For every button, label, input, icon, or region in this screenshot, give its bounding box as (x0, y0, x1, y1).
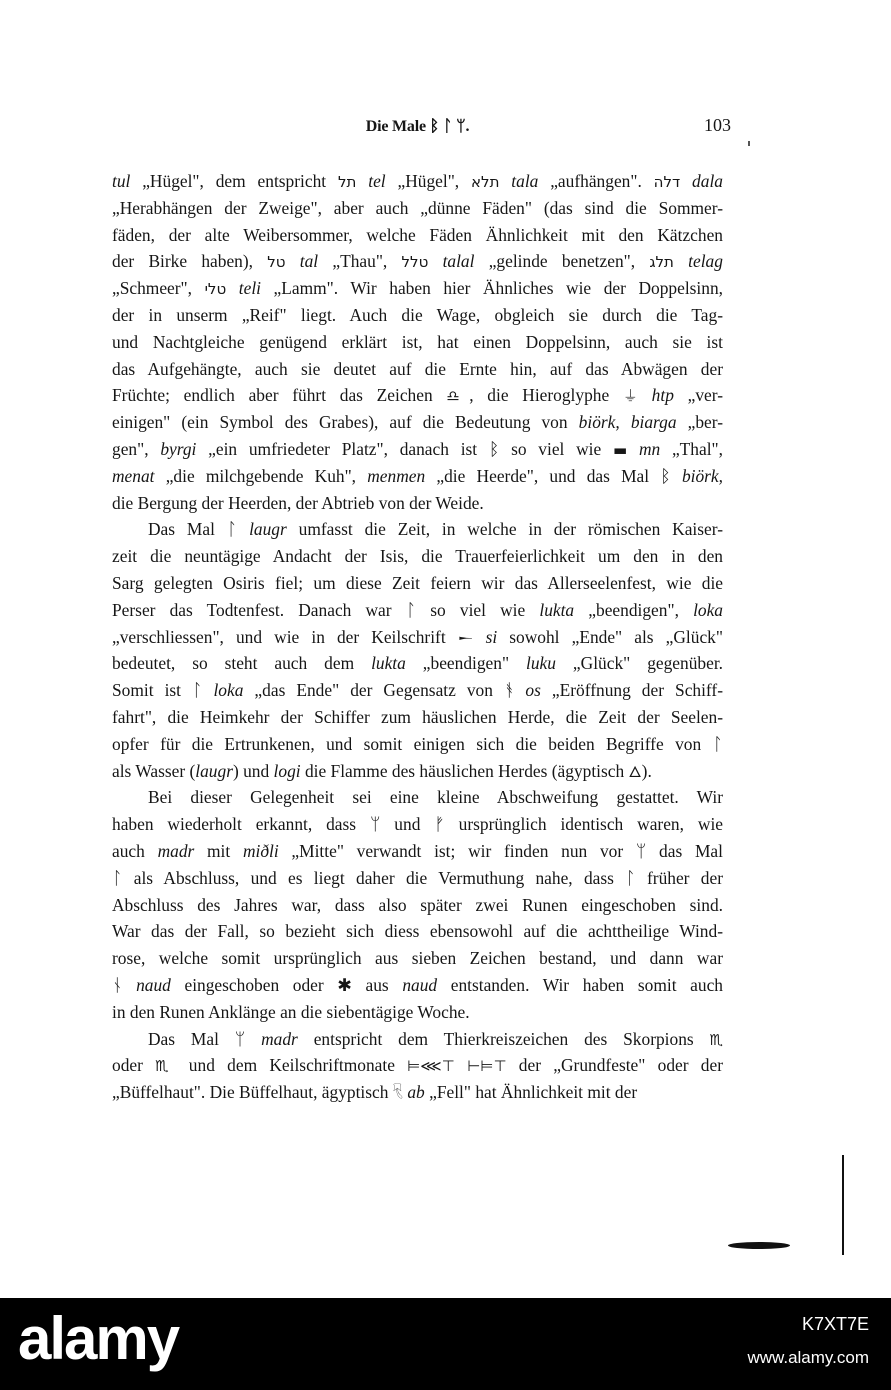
italic-term: talal (442, 251, 475, 272)
italic-term: biörk, biarga (578, 412, 677, 433)
text-run: „beendigen" (405, 653, 527, 674)
scan-artifact-blob (728, 1242, 790, 1249)
paragraph (112, 1026, 723, 1106)
text-run (680, 171, 692, 191)
text-line (112, 356, 723, 383)
italic-term: dala (692, 171, 723, 191)
italic-term: os (525, 680, 541, 701)
text-run: „beendigen", (574, 599, 694, 620)
text-run: „ein umfriedeter Platz", danach ist ᛒ so viel wie (196, 438, 613, 459)
text-run: rose, welche somit ursprünglich aus sieben Zeichen bestand, und dann war (112, 948, 723, 969)
text-line (112, 597, 723, 624)
italic-term: laugr (249, 519, 287, 540)
text-run: „Mitte" verwandt ist; wir finden nun vor ᛘ das Mal (278, 840, 723, 861)
text-run: der Birke haben), (112, 251, 268, 272)
paragraph (112, 168, 723, 516)
text-run: „Thal", (660, 438, 723, 459)
text-line (112, 516, 723, 543)
text-run: , die Hieroglyphe (469, 385, 623, 406)
symbol-glyph: תלא (471, 173, 500, 191)
text-run: umfasst die Zeit, in welche in der römischen Kaiser- (286, 519, 723, 540)
text-run: oder (112, 1055, 156, 1076)
text-line (112, 892, 723, 919)
symbol-glyph: טלי (204, 280, 227, 299)
italic-term: luku (526, 653, 556, 674)
text-run: opfer für die Ertrunkenen, und somit einigen sich die beiden Begriffe von ᛚ (112, 733, 723, 754)
text-line (112, 758, 723, 785)
paragraph (112, 516, 723, 784)
paragraph (112, 784, 723, 1025)
text-line (112, 248, 723, 275)
italic-term: menmen (367, 465, 426, 486)
text-line (112, 436, 723, 463)
italic-term: si (485, 626, 498, 647)
text-run: „Büffelhaut". Die Büffelhaut, ägyptisch (112, 1082, 393, 1103)
text-line (112, 650, 723, 677)
text-run: Das Mal ᛘ (148, 1028, 262, 1049)
text-line (112, 838, 723, 865)
text-run: „Fell" hat Ähnlichkeit mit der (424, 1082, 638, 1103)
italic-term: logi (273, 760, 301, 781)
text-line (112, 811, 723, 838)
text-run: fäden, der alte Weibersommer, welche Fäden Ähnlichkeit mit den Kätzchen (112, 224, 723, 245)
text-run: „ver- (673, 385, 723, 406)
symbol-glyph: ⊨⋘⊤ ⊢⊨⊤ (407, 1057, 507, 1076)
text-run (674, 251, 688, 271)
text-run: ᛚ als Abschluss, und es liegt daher die Vermuthung nahe, dass ᛚ früher der (112, 867, 723, 888)
text-run: „verschliessen", und wie in der Keilschrift (112, 626, 458, 647)
text-line (112, 1079, 723, 1106)
text-line (112, 999, 723, 1026)
text-run: gen", (112, 438, 161, 459)
italic-term: loka (693, 599, 724, 620)
text-line (112, 302, 723, 329)
text-run: als Wasser ( (112, 760, 196, 781)
text-run: „Schmeer", (112, 278, 205, 299)
page-number: 103 (704, 115, 731, 135)
text-run: eingeschoben oder ✱ aus (170, 974, 403, 995)
italic-term: tala (511, 171, 539, 191)
italic-term: menat (112, 465, 155, 486)
symbol-glyph: טל (267, 253, 286, 272)
text-run: „Lamm". Wir haben hier Ähnliches wie der Doppelsinn, (260, 278, 723, 299)
text-run: die Flamme des häuslichen Herdes (ägyptisch (300, 760, 629, 781)
text-line (112, 784, 723, 811)
text-line (112, 382, 723, 409)
text-line (112, 1052, 723, 1079)
text-run: fahrt", die Heimkehr der Schiffer zum häuslichen Herde, die Zeit der Seelen- (112, 706, 723, 727)
text-run (473, 627, 485, 647)
text-line (112, 490, 723, 517)
watermark-logo: alamy (18, 1305, 179, 1372)
symbol-glyph: ⏚ (622, 387, 638, 406)
italic-term: miðli (242, 840, 279, 861)
text-run: haben wiederholt erkannt, dass ᛘ und ᚠ ursprünglich identisch waren, wie (112, 814, 723, 835)
text-line (112, 945, 723, 972)
text-run: bedeutet, so steht auch dem (112, 653, 372, 674)
italic-term: lukta (539, 599, 575, 620)
watermark-banner (0, 1298, 891, 1390)
text-line (112, 704, 723, 731)
text-run (226, 278, 239, 298)
text-run (286, 251, 300, 271)
text-run: das Aufgehängte, auch sie deutet auf die Ernte hin, auf das Abwägen der (112, 358, 723, 379)
symbol-glyph: ♏ (155, 1057, 177, 1076)
symbol-glyph: ♏ (709, 1030, 723, 1049)
text-run: „die milchgebende Kuh", (154, 465, 368, 486)
text-run: der „Grundfeste" oder der (506, 1055, 723, 1076)
text-run (638, 385, 652, 405)
italic-term: laugr (195, 760, 233, 781)
italic-term: biörk, (681, 465, 723, 486)
italic-term: byrgi (160, 438, 197, 459)
text-line (112, 222, 723, 249)
text-run: ) und (232, 760, 274, 781)
text-run: ). (641, 760, 652, 781)
symbol-glyph: ♎ (446, 387, 470, 406)
header-title: Die Male ᛒ ᛚ ᛘ. (365, 118, 470, 135)
text-run: „Hügel", dem entspricht (130, 171, 338, 191)
italic-term: ab (407, 1082, 425, 1103)
text-line (112, 624, 723, 651)
italic-term: naud (402, 974, 438, 995)
symbol-glyph: 𒀸 (457, 628, 474, 647)
text-run: auch (112, 840, 158, 861)
text-run: „Glück" gegenüber. (555, 653, 724, 674)
symbol-glyph: ▬ (612, 440, 628, 459)
italic-term: naud (136, 974, 171, 995)
text-run: „aufhängen". (538, 171, 654, 191)
symbol-glyph: תלג (649, 253, 674, 272)
text-run: entspricht dem Thierkreiszeichen des Skorpions (297, 1028, 710, 1049)
text-line (112, 275, 723, 302)
text-run (627, 439, 639, 459)
text-run: „gelinde benetzen", (474, 251, 650, 272)
italic-term: tal (299, 251, 319, 272)
text-run: „Herabhängen der Zweige", aber auch „dünne Fäden" (das sind die Sommer- (112, 197, 723, 218)
text-line (112, 1026, 723, 1053)
text-line (112, 543, 723, 570)
text-run: Bei dieser Gelegenheit sei eine kleine Abschweifung gestattet. Wir (148, 787, 723, 808)
text-run: in den Runen Anklänge an die siebentägige Woche. (112, 1001, 470, 1022)
text-run: „ber- (676, 412, 724, 433)
running-header (112, 115, 731, 144)
text-run: War das der Fall, so bezieht sich diess ebensowohl auf die achttheilige Wind- (112, 921, 723, 942)
text-run: „das Ende" der Gegensatz von ᚬ (243, 680, 526, 701)
italic-term: madr (157, 840, 195, 861)
text-run: Früchte; endlich aber führt das Zeichen (112, 385, 447, 406)
text-line (112, 918, 723, 945)
text-line (112, 329, 723, 356)
text-line (112, 972, 723, 999)
italic-term: telag (688, 251, 723, 272)
text-run (499, 171, 511, 191)
text-run: Abschluss des Jahres war, dass also später zwei Runen eingeschoben sind. (112, 894, 723, 915)
text-line (112, 677, 723, 704)
italic-term: loka (213, 680, 244, 701)
italic-term: lukta (371, 653, 406, 674)
text-line (112, 570, 723, 597)
text-run: Sarg gelegten Osiris fiel; um diese Zeit feiern wir das Allerseelenfest, wie die (112, 572, 723, 593)
text-run: ᚾ (112, 974, 137, 995)
text-run: der in unserm „Reif" liegt. Auch die Wage, obgleich sie durch die Tag- (112, 304, 723, 325)
italic-term: teli (238, 278, 261, 299)
text-run: einigen" (ein Symbol des Grabes), auf die Bedeutung von (112, 412, 579, 433)
italic-term: mn (638, 438, 661, 459)
text-run: Somit ist ᛚ (112, 680, 214, 701)
text-run: „Thau", (318, 251, 402, 272)
text-run: entstanden. Wir haben somit auch (437, 974, 723, 995)
symbol-glyph: דלה (653, 173, 681, 191)
text-run: sowohl „Ende" als „Glück" (497, 626, 723, 647)
text-line (112, 463, 723, 490)
scan-mark (748, 141, 750, 146)
body-text (112, 168, 723, 1106)
italic-term: tul (112, 171, 131, 191)
text-run: und Nachtgleiche genügend erklärt ist, hat einen Doppelsinn, auch sie ist (112, 331, 723, 352)
text-run (356, 171, 368, 191)
text-run: „die Heerde", und das Mal ᛒ (425, 465, 682, 486)
image-id: K7XT7E (801, 1314, 869, 1334)
text-run (428, 251, 442, 271)
text-run: „Hügel", (385, 171, 472, 191)
symbol-glyph: טלל (401, 253, 429, 272)
watermark-url: www.alamy.com (747, 1348, 869, 1367)
symbol-glyph: 🜂 (628, 762, 642, 781)
text-run: zeit die neuntägige Andacht der Isis, die Trauerfeierlichkeit um den in den (112, 546, 723, 567)
text-run: Das Mal ᛚ (148, 519, 250, 540)
text-run: „Eröffnung der Schiff- (540, 680, 723, 701)
text-line (112, 865, 723, 892)
text-run: mit (194, 840, 243, 861)
text-run: und dem Keilschriftmonate (176, 1055, 408, 1076)
italic-term: tel (368, 171, 386, 191)
text-line (112, 168, 723, 195)
scan-artifact-line (842, 1155, 844, 1255)
italic-term: madr (261, 1028, 298, 1049)
text-line (112, 409, 723, 436)
text-line (112, 731, 723, 758)
symbol-glyph: 𓄛 (392, 1084, 403, 1103)
text-run: Perser das Todtenfest. Danach war ᛚ so viel wie (112, 599, 540, 620)
symbol-glyph: תל (337, 173, 357, 191)
italic-term: htp (651, 385, 674, 406)
text-line (112, 195, 723, 222)
text-run: die Bergung der Heerden, der Abtrieb von der Weide. (112, 492, 484, 513)
